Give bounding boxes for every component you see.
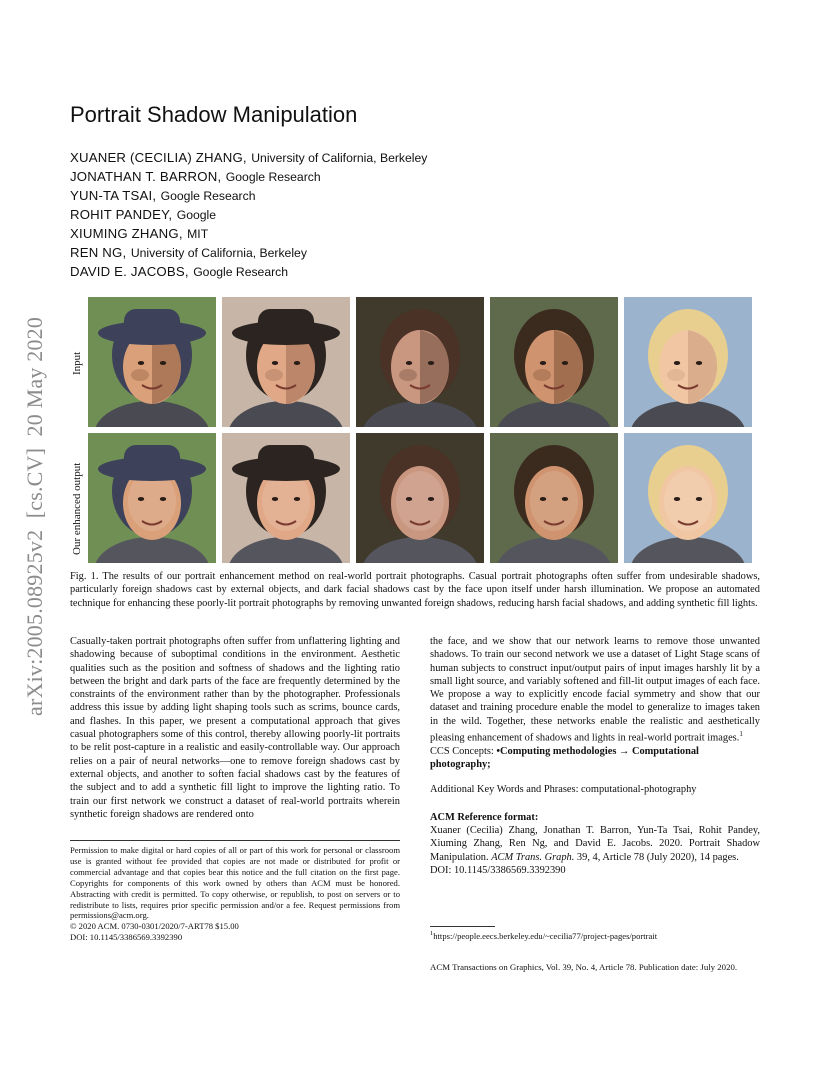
author-name: ROHIT PANDEY, — [70, 207, 173, 222]
abstract-left-column — [70, 635, 400, 821]
author-entry — [70, 148, 427, 167]
output-photo-toddler — [624, 433, 752, 563]
author-name: JONATHAN T. BARRON, — [70, 169, 222, 184]
row-label-output: Our enhanced output — [71, 462, 83, 555]
author-entry — [70, 205, 427, 224]
permission-doi: DOI: 10.1145/3386569.3392390 — [70, 932, 183, 943]
abstract-continuation — [430, 635, 760, 745]
author-affiliation: University of California, Berkeley — [130, 246, 307, 260]
author-name: DAVID E. JACOBS, — [70, 264, 189, 279]
author-entry — [70, 167, 427, 186]
author-affiliation: Google Research — [225, 170, 321, 184]
author-affiliation: University of California, Berkeley — [251, 151, 428, 165]
permission-block — [70, 845, 400, 943]
permission-rule — [70, 840, 400, 841]
abstract-right-column — [430, 635, 760, 877]
author-affiliation: Google — [176, 208, 217, 222]
footnote-number: 1 — [430, 930, 434, 937]
footnote — [430, 930, 657, 941]
author-name: XUANER (CECILIA) ZHANG, — [70, 150, 247, 165]
abstract-text: the face, and we show that our network learns to remove those unwanted shadows. To train our second network we use a dataset of Light Stage scans of human subjects to construct input/output pairs of input images harshly lit by a small light source, and variably softened and fill-lit output images of each face. We propose a way to explicitly encode facial symmetry and show that our dataset and training procedure enable the model to generalize to images taken in the wild. Together, these networks enable the realistic and aesthetically pleasing enhancement of shadows and lights in real-world portrait images. — [430, 636, 760, 744]
author-entry — [70, 224, 427, 243]
input-photo-toddler — [624, 297, 752, 427]
output-photo-man-cap — [222, 433, 350, 563]
ccs-label: CCS Concepts: — [430, 745, 497, 757]
permission-text: Permission to make digital or hard copies of all or part of this work for personal or classroom use is granted without fee provided that copies are not made or distributed for profit or commercial advantage and that copies bear this notice and the full citation on the first page. Copyrights for components of this work owned by others than ACM must be honored. Abstracting with credit is permitted. To copy otherwise, or republish, to post on servers or to redistribute to lists, requires prior specific permission and/or a fee. Request permissions from permissions@acm.org. — [70, 845, 400, 921]
acm-reference — [430, 824, 760, 877]
copyright-line: © 2020 ACM. 0730-0301/2020/7-ART78 $15.00 — [70, 921, 239, 932]
author-entry — [70, 262, 427, 281]
author-affiliation: MIT — [187, 227, 209, 241]
paper-title: Portrait Shadow Manipulation — [70, 102, 358, 127]
author-name: YUN-TA TSAI, — [70, 188, 157, 203]
keywords: Additional Key Words and Phrases: computational-photography — [430, 784, 697, 796]
acm-reference-heading: ACM Reference format: — [430, 811, 539, 823]
author-affiliation: Google Research — [160, 189, 256, 203]
arxiv-stamp: arXiv:2005.08925v2 [cs.CV] 20 May 2020 — [22, 316, 47, 716]
ccs-value: •Computing methodologies → Computational photography; — [430, 745, 699, 771]
acm-reference-journal: ACM Trans. Graph. — [491, 851, 575, 863]
journal-footer: ACM Transactions on Graphics, Vol. 39, No. 4, Article 78. Publication date: July 2020. — [430, 962, 738, 972]
output-photo-woman-leaves — [356, 433, 484, 563]
author-affiliation: Google Research — [193, 265, 289, 279]
author-name: REN NG, — [70, 245, 127, 260]
footnote-marker: 1 — [739, 730, 743, 739]
input-photo-woman-leaves — [356, 297, 484, 427]
acm-reference-volume: 39, 4, Article 78 (July 2020), 14 pages. — [574, 851, 739, 863]
output-photo-woman-hat — [88, 433, 216, 563]
acm-reference-authors: Xuaner (Cecilia) Zhang, Jonathan T. Barron, Yun-Ta Tsai, Rohit Pandey, Xiuming Zhang, Ren Ng, and David E. Jacobs. 2020. Portrait Shadow Manipulation. — [430, 825, 760, 863]
input-photo-man-cap — [222, 297, 350, 427]
input-photo-woman-hat — [88, 297, 216, 427]
ccs-concepts — [430, 745, 760, 772]
footnote-rule — [430, 926, 495, 927]
author-entry — [70, 243, 427, 262]
figure-1 — [71, 297, 756, 563]
row-label-input: Input — [71, 351, 83, 375]
abstract-paragraph: Casually-taken portrait photographs often suffer from unflattering lighting and shadowing because of suboptimal conditions in the environment. Aesthetic qualities such as the position and softness of shadows and the lighting ratio between the bright and dark parts of the face are frequently determined by the constraints of the environment rather than by the photographer. Professionals address this issue by adding light shaping tools such as scrims, bounce cards, and flashes. In this paper, we present a computational approach that gives casual photographers some of this control, thereby allowing poorly-lit portraits to be relit post-capture in a realistic and easily-controllable way. Our approach relies on a pair of neural networks—one to remove foreign shadows cast by external objects, and another to soften facial shadows cast by the features of the subject and to add a synthetic fill light to improve the lighting ratio. To train our first network we construct a dataset of real-world portraits wherein synthetic foreign shadows are rendered onto — [70, 636, 400, 820]
author-list — [70, 148, 427, 281]
author-name: XIUMING ZHANG, — [70, 226, 183, 241]
acm-reference-doi: DOI: 10.1145/3386569.3392390 — [430, 864, 566, 876]
figure-caption: Fig. 1. The results of our portrait enhancement method on real-world portrait photographs. Casual portrait photographs often suffer from undesirable shadows, particularly foreign shadows cast by external objects, and dark facial shadows cast by the face upon itself under harsh illumination. We propose an automated technique for enhancing these poorly-lit portrait photographs by removing unwanted foreign shadows, reducing harsh facial shadows, and adding synthetic fill lights. — [70, 571, 760, 609]
author-entry — [70, 186, 427, 205]
footnote-url: https://people.eecs.berkeley.edu/~cecilia77/project-pages/portrait — [433, 930, 658, 941]
input-photo-man-outdoor — [490, 297, 618, 427]
output-photo-man-outdoor — [490, 433, 618, 563]
